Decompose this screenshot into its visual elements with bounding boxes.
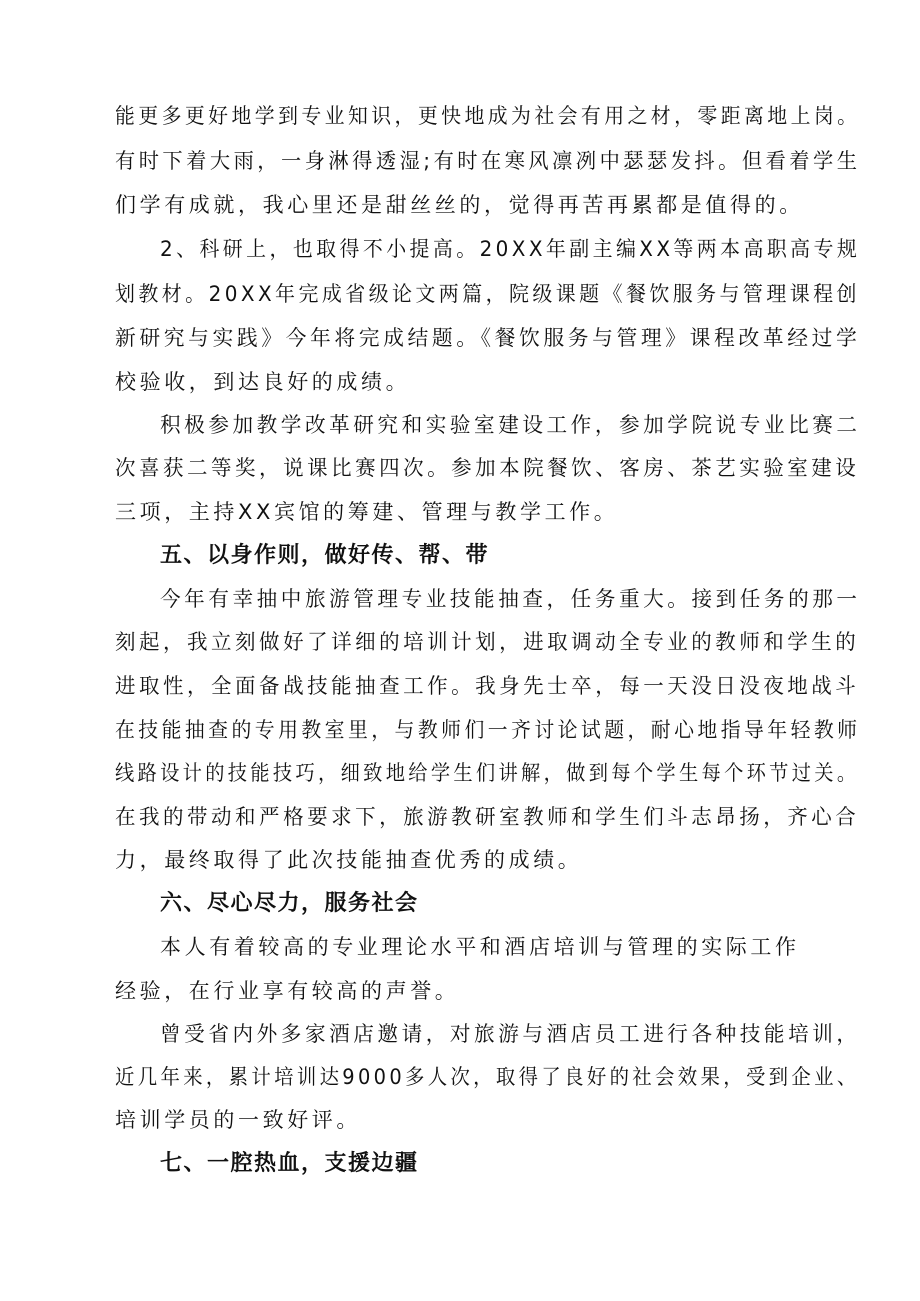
paragraph-line: 今年有幸抽中旅游管理专业技能抽查，任务重大。接到任务的那一 (160, 587, 861, 611)
paragraph-line: 次喜获二等奖，说课比赛四次。参加本院餐饮、客房、茶艺实验室建设 (115, 456, 860, 480)
paragraph-line: 新研究与实践》今年将完成结题。《餐饮服务与管理》课程改革经过学 (115, 326, 861, 350)
paragraph-line: 培训学员的一致好评。 (115, 1108, 361, 1132)
paragraph-line: 能更多更好地学到专业知识，更快地成为社会有用之材，零距离地上岗。 (115, 104, 861, 128)
paragraph-line: 力，最终取得了此次技能抽查优秀的成绩。 (115, 848, 583, 872)
paragraph-line: 经验，在行业享有较高的声誉。 (115, 979, 460, 1003)
paragraph-line: 在技能抽查的专用教室里，与教师们一齐讨论试题，耐心地指导年轻教师 (115, 718, 861, 742)
paragraph-line: 线路设计的技能技巧，细致地给学生们讲解，做到每个学生每个环节过关。 (115, 761, 860, 785)
paragraph-line: 近几年来，累计培训达9000多人次，取得了良好的社会效果，受到企业、 (115, 1065, 860, 1089)
paragraph-line: 校验收，到达良好的成绩。 (115, 370, 411, 394)
paragraph-line: 曾受省内外多家酒店邀请，对旅游与酒店员工进行各种技能培训， (160, 1022, 861, 1046)
paragraph-line: 2、科研上，也取得不小提高。20XX年副主编XX等两本高职高专规 (160, 237, 861, 261)
paragraph-line: 在我的带动和严格要求下，旅游教研室教师和学生们斗志昂扬，齐心合 (115, 805, 860, 829)
paragraph-line: 进取性，全面备战技能抽查工作。我身先士卒，每一天没日没夜地战斗 (115, 674, 860, 698)
paragraph-line: 们学有成就，我心里还是甜丝丝的，觉得再苦再累都是值得的。 (115, 193, 804, 217)
section-heading: 六、尽心尽力，服务社会 (160, 891, 419, 916)
paragraph-line: 刻起，我立刻做好了详细的培训计划，进取调动全专业的教师和学生的 (115, 630, 860, 654)
paragraph-line: 本人有着较高的专业理论水平和酒店培训与管理的实际工作 (160, 935, 800, 959)
paragraph-line: 划教材。20XX年完成省级论文两篇，院级课题《餐饮服务与管理课程创 (115, 282, 860, 306)
paragraph-line: 有时下着大雨，一身淋得透湿;有时在寒风凛冽中瑟瑟发抖。但看着学生 (115, 149, 861, 173)
paragraph-line: 积极参加教学改革研究和实验室建设工作，参加学院说专业比赛二 (160, 413, 861, 437)
paragraph-line: 三项，主持XX宾馆的筹建、管理与教学工作。 (115, 500, 619, 524)
section-heading: 七、一腔热血，支援边疆 (160, 1151, 419, 1176)
section-heading: 五、以身作则，做好传、帮、带 (160, 543, 490, 568)
